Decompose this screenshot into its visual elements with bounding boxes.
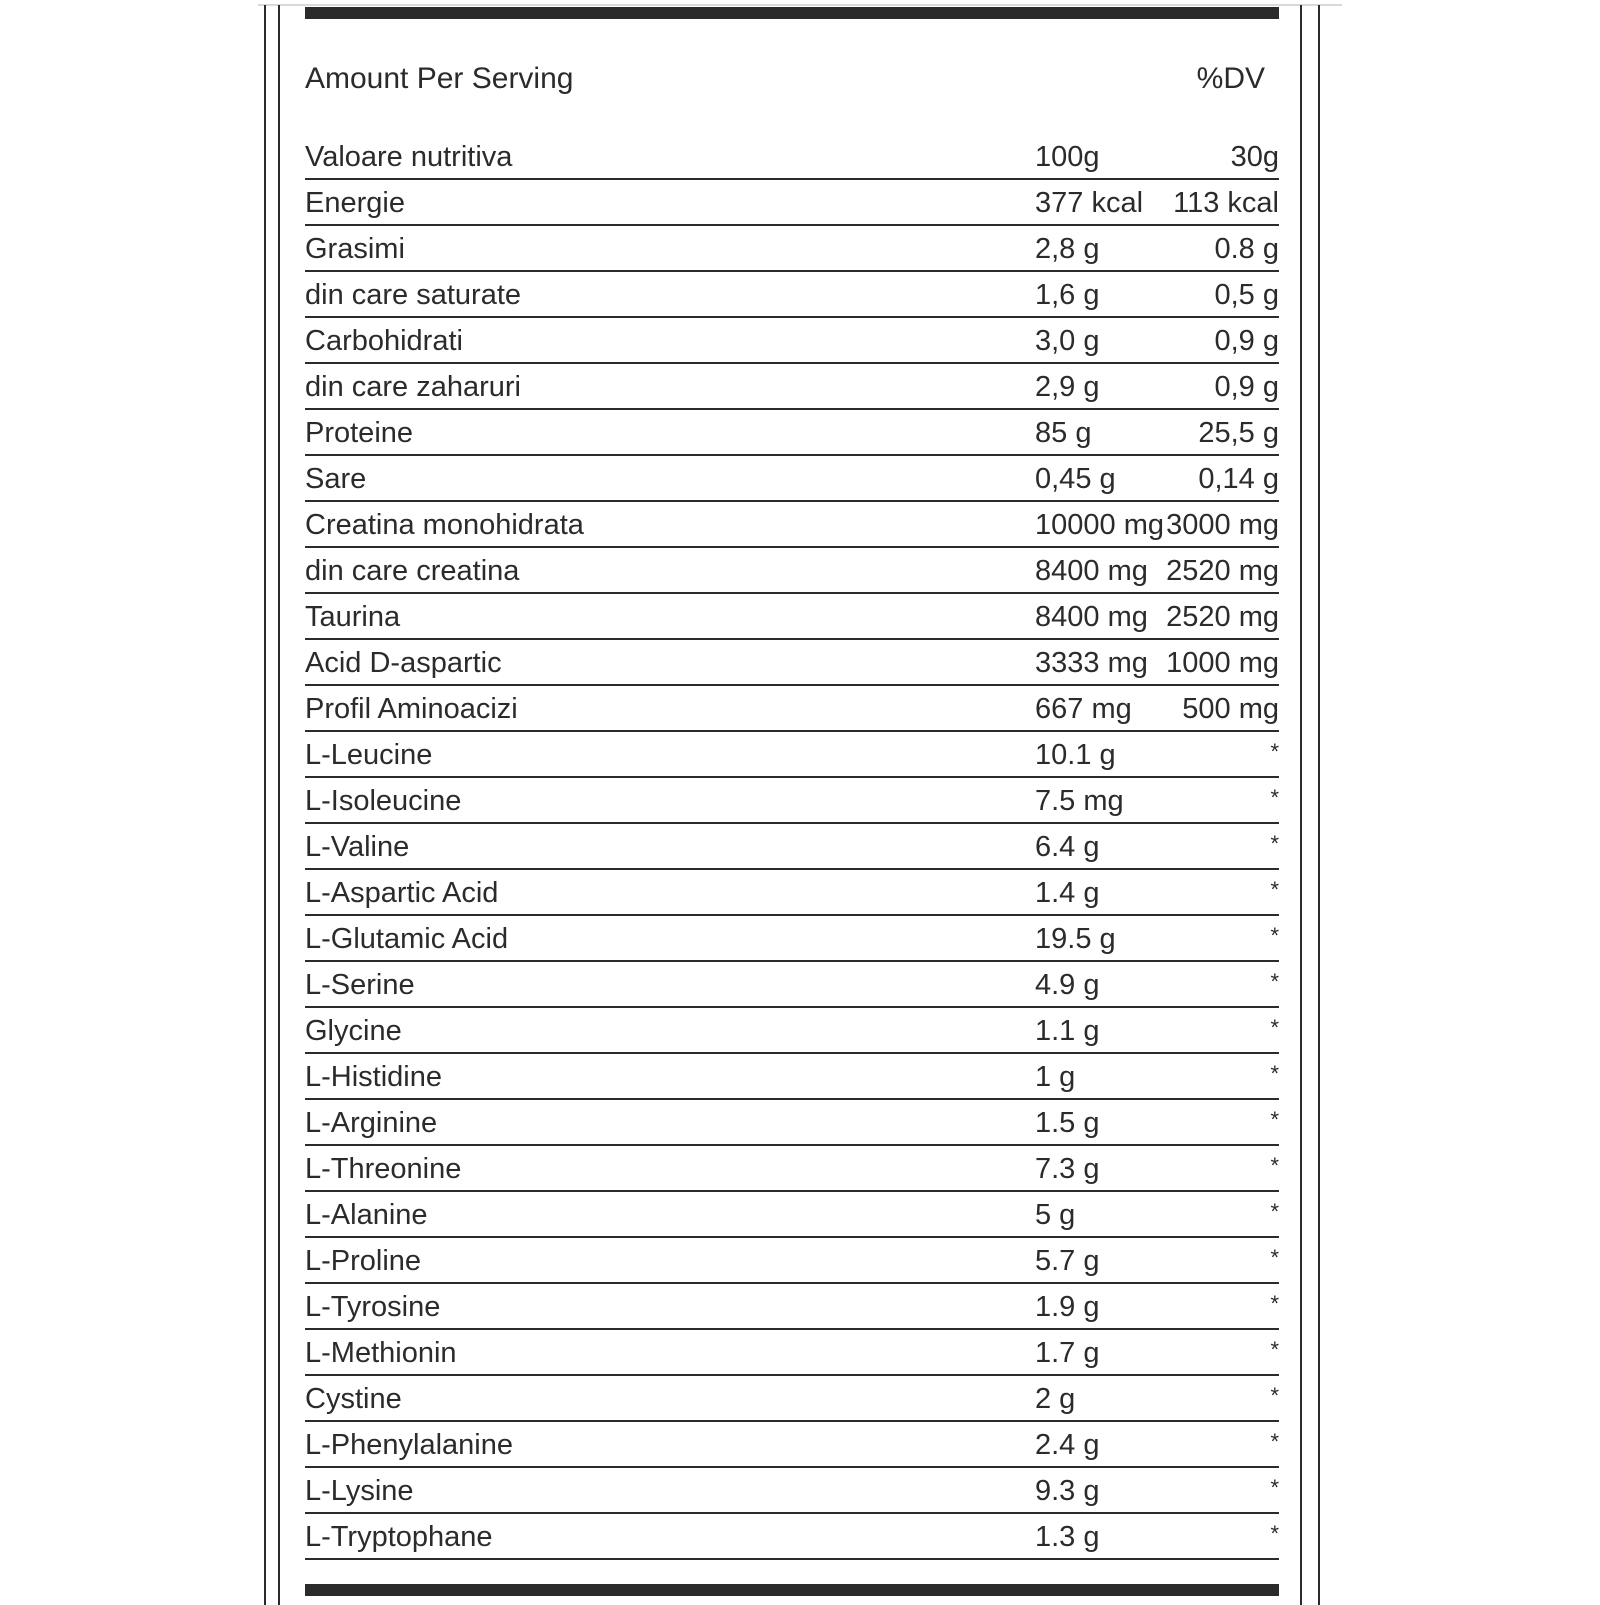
value-per-serving: 0,9 g (1214, 325, 1279, 357)
value-per-100g: 1.4 g (1035, 877, 1100, 909)
nutrient-row (305, 410, 1279, 456)
value-per-100g: 377 kcal (1035, 187, 1144, 219)
nutrient-row (305, 732, 1279, 778)
nutrient-name: Grasimi (305, 233, 405, 265)
nutrient-name: L-Tyrosine (305, 1291, 441, 1323)
nutrient-row (305, 180, 1279, 226)
nutrient-row (305, 640, 1279, 686)
value-per-100g: 1.5 g (1035, 1107, 1100, 1139)
value-per-serving: * (1270, 923, 1279, 948)
value-per-serving: * (1270, 1107, 1279, 1132)
nutrient-row (305, 318, 1279, 364)
top-thick-bar (305, 7, 1279, 19)
value-per-100g: 3333 mg (1035, 647, 1148, 679)
value-per-100g: 2.4 g (1035, 1429, 1100, 1461)
nutrient-name: din care saturate (305, 279, 522, 311)
nutrient-row (305, 1100, 1279, 1146)
nutrient-row (305, 686, 1279, 732)
nutrient-name: Taurina (305, 601, 401, 633)
value-per-100g: 19.5 g (1035, 923, 1116, 955)
value-per-serving: * (1270, 739, 1279, 764)
value-per-100g: 10.1 g (1035, 739, 1116, 771)
value-per-100g: 7.5 mg (1035, 785, 1124, 817)
value-per-100g: 5 g (1035, 1199, 1076, 1231)
nutrient-name: L-Glutamic Acid (305, 923, 509, 955)
value-per-100g: 9.3 g (1035, 1475, 1100, 1507)
nutrient-row (305, 1468, 1279, 1514)
value-per-100g: 2,8 g (1035, 233, 1100, 265)
nutrient-name: din care zaharuri (305, 371, 521, 403)
nutrient-name: L-Histidine (305, 1061, 442, 1093)
nutrient-row (305, 364, 1279, 410)
table-header (305, 62, 1279, 102)
value-per-serving: * (1270, 1061, 1279, 1086)
nutrient-row (305, 1376, 1279, 1422)
nutrient-name: Carbohidrati (305, 325, 463, 357)
value-per-100g: 1.9 g (1035, 1291, 1100, 1323)
value-per-serving: 0,14 g (1198, 463, 1279, 495)
nutrient-row (305, 594, 1279, 640)
value-per-serving: * (1270, 831, 1279, 856)
value-per-serving: 2520 mg (1166, 555, 1279, 587)
nutrient-row (305, 824, 1279, 870)
nutrient-name: L-Phenylalanine (305, 1429, 513, 1461)
nutrient-row (305, 1284, 1279, 1330)
value-per-serving: 2520 mg (1166, 601, 1279, 633)
value-per-100g: 1 g (1035, 1061, 1076, 1093)
value-per-100g: 667 mg (1035, 693, 1132, 725)
nutrition-table (305, 134, 1279, 1560)
value-per-serving: 25,5 g (1198, 417, 1279, 449)
nutrient-name: Creatina monohidrata (305, 509, 584, 541)
nutrient-name: L-Aspartic Acid (305, 877, 499, 909)
nutrient-row (305, 1422, 1279, 1468)
nutrient-row (305, 1330, 1279, 1376)
nutrient-row (305, 502, 1279, 548)
nutrient-row (305, 456, 1279, 502)
value-per-100g: 7.3 g (1035, 1153, 1100, 1185)
nutrient-row (305, 1238, 1279, 1284)
value-per-100g: 8400 mg (1035, 555, 1148, 587)
value-per-serving: * (1270, 1429, 1279, 1454)
amount-per-serving-label: Amount Per Serving (305, 62, 574, 95)
nutrient-row (305, 1146, 1279, 1192)
nutrient-name: L-Tryptophane (305, 1521, 493, 1553)
nutrient-name: Valoare nutritiva (305, 141, 513, 173)
nutrient-row (305, 272, 1279, 318)
value-per-serving: * (1270, 1475, 1279, 1500)
value-per-serving: 1000 mg (1166, 647, 1279, 679)
daily-value-label: %DV (1196, 62, 1265, 95)
nutrient-name: Sare (305, 463, 367, 495)
nutrient-name: Cystine (305, 1383, 402, 1415)
nutrient-row (305, 962, 1279, 1008)
nutrient-row (305, 1054, 1279, 1100)
value-per-100g: 0,45 g (1035, 463, 1116, 495)
value-per-serving: * (1270, 1291, 1279, 1316)
nutrient-name: L-Methionin (305, 1337, 457, 1369)
nutrient-row (305, 226, 1279, 272)
nutrient-row (305, 916, 1279, 962)
nutrient-name: Glycine (305, 1015, 402, 1047)
value-per-serving: 0,9 g (1214, 371, 1279, 403)
nutrient-row (305, 778, 1279, 824)
nutrient-name: L-Isoleucine (305, 785, 462, 817)
value-per-serving: 500 mg (1182, 693, 1279, 725)
nutrient-name: L-Alanine (305, 1199, 428, 1231)
nutrient-row (305, 548, 1279, 594)
value-per-100g: 2,9 g (1035, 371, 1100, 403)
nutrient-row (305, 1514, 1279, 1560)
nutrient-name: din care creatina (305, 555, 520, 587)
value-per-serving: * (1270, 785, 1279, 810)
nutrient-name: L-Leucine (305, 739, 433, 771)
value-per-serving: * (1270, 969, 1279, 994)
value-per-100g: 6.4 g (1035, 831, 1100, 863)
value-per-serving: 0,5 g (1214, 279, 1279, 311)
value-per-100g: 1.1 g (1035, 1015, 1100, 1047)
nutrient-row (305, 1008, 1279, 1054)
value-per-100g: 2 g (1035, 1383, 1076, 1415)
value-per-100g: 1,6 g (1035, 279, 1100, 311)
value-per-serving: 113 kcal (1173, 187, 1279, 219)
nutrient-name: L-Arginine (305, 1107, 438, 1139)
nutrient-row (305, 1192, 1279, 1238)
nutrient-name: L-Serine (305, 969, 415, 1001)
value-per-100g: 4.9 g (1035, 969, 1100, 1001)
value-per-serving: * (1270, 1245, 1279, 1270)
nutrient-name: L-Proline (305, 1245, 422, 1277)
value-per-100g: 85 g (1035, 417, 1092, 449)
value-per-serving: 0.8 g (1214, 233, 1279, 265)
nutrient-name: L-Threonine (305, 1153, 462, 1185)
value-per-serving: 30g (1230, 141, 1279, 173)
nutrient-name: L-Valine (305, 831, 410, 863)
value-per-100g: 10000 mg (1035, 509, 1164, 541)
bottom-thick-bar (305, 1584, 1279, 1596)
nutrient-row (305, 134, 1279, 180)
value-per-serving: * (1270, 1015, 1279, 1040)
value-per-serving: * (1270, 1383, 1279, 1408)
nutrient-row (305, 870, 1279, 916)
nutrient-name: Proteine (305, 417, 414, 449)
value-per-serving: 3000 mg (1166, 509, 1279, 541)
value-per-serving: * (1270, 1521, 1279, 1546)
value-per-100g: 5.7 g (1035, 1245, 1100, 1277)
value-per-serving: * (1270, 1199, 1279, 1224)
nutrient-name: Profil Aminoacizi (305, 693, 518, 725)
value-per-serving: * (1270, 877, 1279, 902)
value-per-100g: 1.7 g (1035, 1337, 1100, 1369)
value-per-100g: 100g (1035, 141, 1100, 173)
value-per-100g: 3,0 g (1035, 325, 1100, 357)
value-per-100g: 1.3 g (1035, 1521, 1100, 1553)
value-per-serving: * (1270, 1337, 1279, 1362)
value-per-100g: 8400 mg (1035, 601, 1148, 633)
nutrient-name: Acid D-aspartic (305, 647, 502, 679)
value-per-serving: * (1270, 1153, 1279, 1178)
nutrient-name: Energie (305, 187, 405, 219)
nutrient-name: L-Lysine (305, 1475, 414, 1507)
